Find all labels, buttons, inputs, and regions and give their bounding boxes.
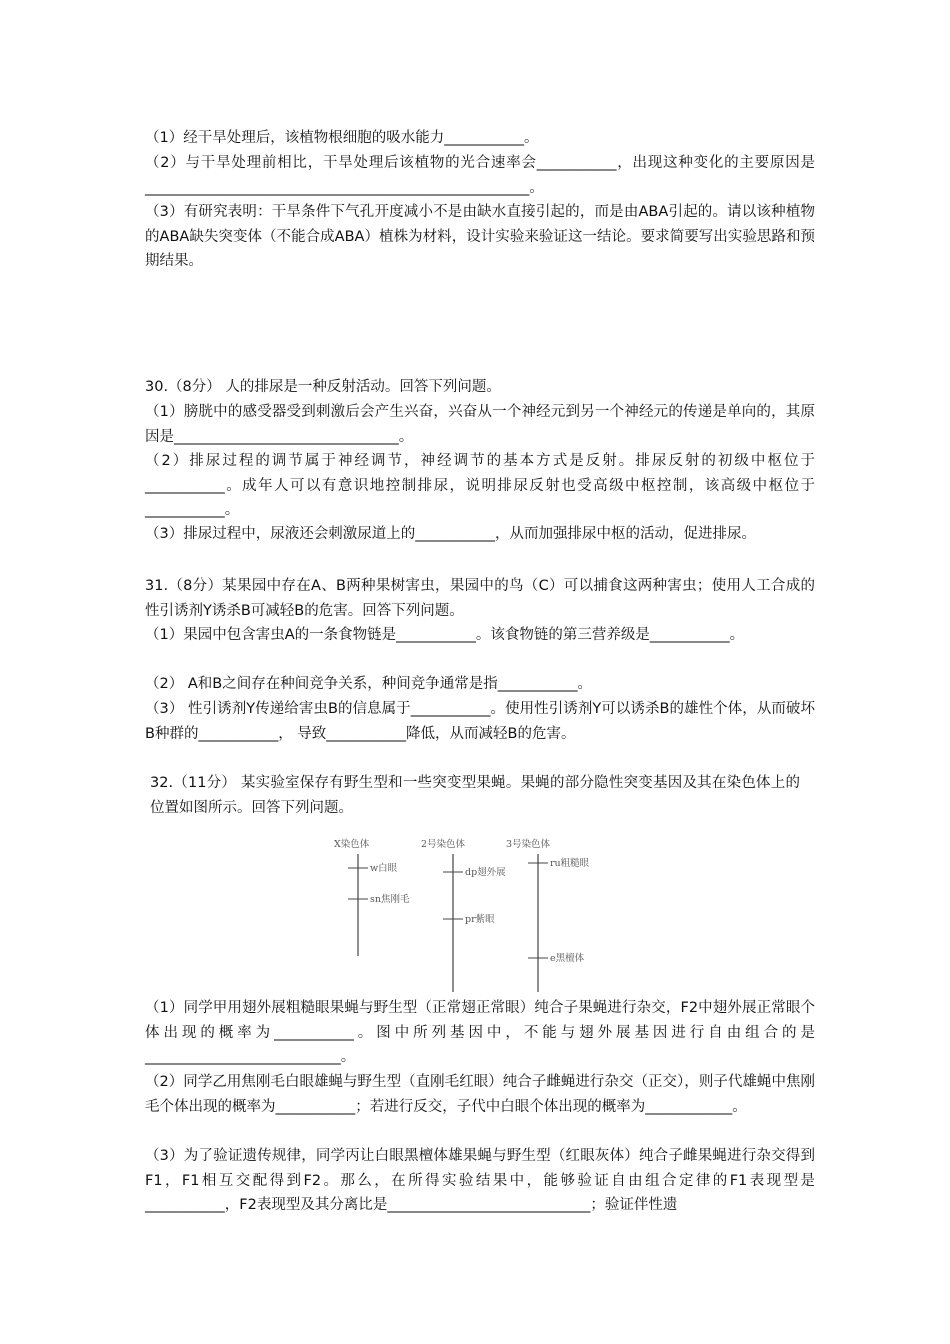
q29-part2: （2）与干旱处理前相比，干旱处理后该植物的光合速率会___________，出现这种变化的主要原因是_____________________________________________________。	[145, 155, 815, 196]
chromosome-gene-diagram	[328, 836, 608, 996]
q29-part3: （3）有研究表明：干旱条件下气孔开度减小不是由缺水直接引起的，而是由ABA引起的。请以该种植物的ABA缺失突变体（不能合成ABA）植株为材料，设计实验来验证这一结论。要求简要写出实验思路和预期结果。	[145, 204, 815, 269]
label-chromosome-2: 2号染色体	[421, 839, 466, 850]
gene-pr-label: pr紫眼	[465, 914, 495, 925]
gene-dp-label: dp翅外展	[465, 867, 506, 878]
label-x-chromosome: X染色体	[334, 839, 370, 850]
q32-part2: （2）同学乙用焦刚毛白眼雄蝇与野生型（直刚毛红眼）纯合子雌蝇进行杂交（正交），则子代雄蝇中焦刚毛个体出现的概率为___________；若进行反交，子代中白眼个体出现的概率为____________。	[145, 1074, 815, 1115]
q32-part3: （3）为了验证遗传规律，同学丙让白眼黑檀体雄果蝇与野生型（红眼灰体）纯合子雌果蝇进行杂交得到F1，F1相互交配得到F2。那么，在所得实验结果中，能够验证自由组合定律的F1表现型是___________，F2表现型及其分离比是____________________________；验证伴性遗	[145, 1148, 815, 1213]
label-chromosome-3: 3号染色体	[506, 839, 551, 850]
q30-part1: （1）膀胱中的感受器受到刺激后会产生兴奋，兴奋从一个神经元到另一个神经元的传递是单向的，其原因是_______________________________。	[145, 404, 815, 445]
q29-part1: （1）经干旱处理后，该植物根细胞的吸水能力___________。	[145, 130, 539, 146]
q32-part1: （1）同学甲用翅外展粗糙眼果蝇与野生型（正常翅正常眼）纯合子果蝇进行杂交，F2中翅外展正常眼个体出现的概率为___________。图中所列基因中，不能与翅外展基因进行自由组合的是___________________________。	[145, 1000, 815, 1065]
q30-part2: （2）排尿过程的调节属于神经调节，神经调节的基本方式是反射。排尿反射的初级中枢位于___________。成年人可以有意识地控制排尿，说明排尿反射也受高级中枢控制，该高级中枢位于___________。	[145, 453, 815, 518]
q30-title: 30.（8分） 人的排尿是一种反射活动。回答下列问题。	[145, 379, 501, 395]
gene-e-label: e黑檀体	[550, 953, 585, 964]
q32-title: 32.（11分） 某实验室保存有野生型和一些突变型果蝇。果蝇的部分隐性突变基因及其在染色体上的位置如图所示。回答下列问题。	[150, 775, 800, 816]
q31-part1: （1）果园中包含害虫A的一条食物链是___________。该食物链的第三营养级是___________。	[145, 627, 745, 643]
q31-part3: （3） 性引诱剂Y传递给害虫B的信息属于___________。使用性引诱剂Y可以诱杀B的雄性个体，从而破坏B种群的___________， 导致___________降低，从而减轻B的危害。	[145, 701, 815, 742]
q31-part2: （2） A和B之间存在种间竞争关系，种间竞争通常是指___________。	[145, 676, 592, 692]
q31-title: 31.（8分）某果园中存在A、B两种果树害虫，果园中的鸟（C）可以捕食这两种害虫；使用人工合成的性引诱剂Y诱杀B可减轻B的危害。回答下列问题。	[145, 578, 815, 619]
gene-w-label: w白眼	[370, 863, 398, 874]
gene-ru-label: ru粗糙眼	[550, 858, 590, 869]
q30-part3: （3）排尿过程中，尿液还会刺激尿道上的___________，从而加强排尿中枢的活动，促进排尿。	[145, 526, 756, 542]
gene-sn-label: sn焦刚毛	[370, 894, 410, 905]
